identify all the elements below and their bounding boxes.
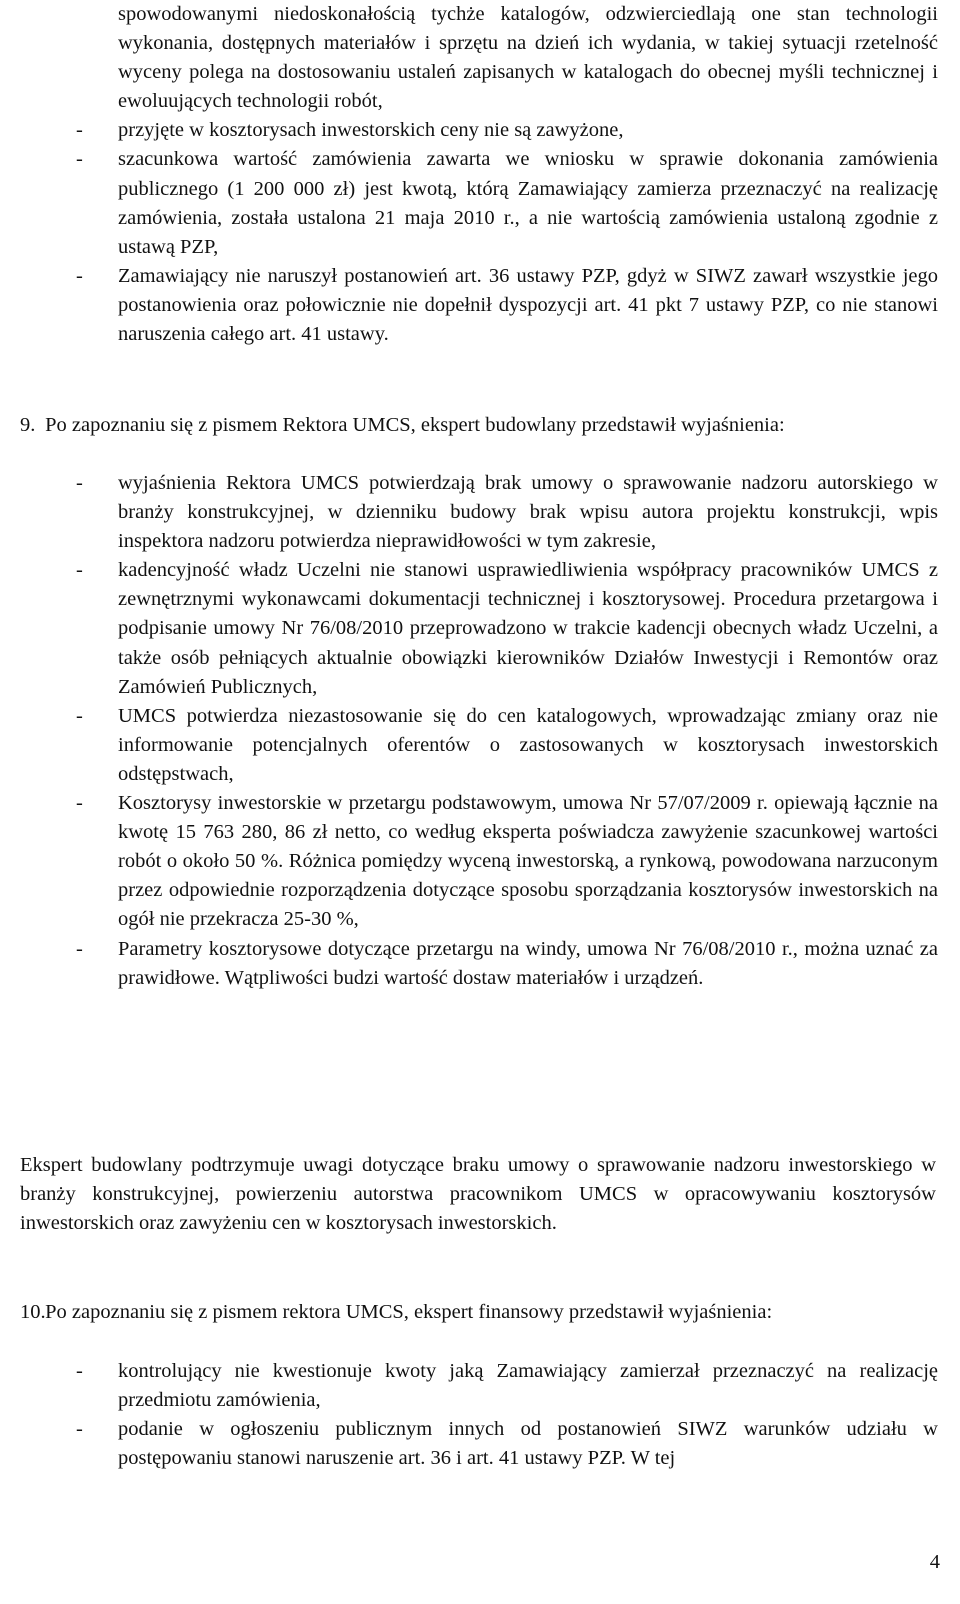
list-item [0, 556, 960, 701]
list-dash: - [76, 704, 83, 727]
section-number: 9. [20, 414, 36, 436]
list-dash: - [76, 264, 83, 287]
list-item [0, 1415, 960, 1473]
section-10-heading [20, 1298, 936, 1327]
list-item [0, 702, 960, 789]
list-dash: - [76, 937, 83, 960]
expert-paragraph: Ekspert budowlany podtrzymuje uwagi dotyczące braku umowy o sprawowanie nadzoru inwestorskiego w branży konstrukcyjnej, powierzeniu autorstwa pracownikom UMCS w opracowywaniu kosztorysów inwestorskich oraz zawyżeniu cen w kosztorysach inwestorskich. [20, 1154, 936, 1235]
list-dash: - [76, 1418, 83, 1441]
section-10-list [0, 1357, 960, 1473]
list-item-text: kadencyjność władz Uczelni nie stanowi usprawiedliwienia współpracy pracowników UMCS z zewnętrznymi wykonawcami dokumentacji technicznej i kosztorysowej. Procedura przetargowa i podpisanie umowy Nr 76/08/2010 przeprowadzono w trakcie kadencji obecnych władz Uczelni, a także osób pełniących aktualnie obowiązki kierowników Działów Inwestycji i Remontów oraz Zamówień Publicznych, [118, 559, 938, 698]
list-item [0, 789, 960, 934]
list-item [0, 116, 960, 145]
list-item-text: podanie w ogłoszeniu publicznym innych od postanowień SIWZ warunków udziału w postępowaniu stanowi naruszenie art. 36 i art. 41 ustawy PZP. W tej [118, 1418, 938, 1470]
section-intro: Po zapoznaniu się z pismem rektora UMCS, ekspert finansowy przedstawił wyjaśnienia: [45, 1301, 773, 1323]
section-number: 10. [20, 1301, 46, 1323]
list-item [0, 0, 960, 116]
list-item [0, 145, 960, 261]
list-dash: - [76, 148, 83, 171]
list-item [0, 1357, 960, 1415]
list-dash: - [76, 119, 83, 142]
list-item-text: spowodowanymi niedoskonałością tychże katalogów, odzwierciedlają one stan technologii wykonania, dostępnych materiałów i sprzętu na dzień ich wydania, w takiej sytuacji rzetelność wyceny polega na dostosowaniu ustaleń zapisanych w katalogach do obecnej myśli technicznej i ewoluujących technologii robót, [118, 3, 938, 113]
list-item-text: UMCS potwierdza niezastosowanie się do cen katalogowych, wprowadzając zmiany oraz nie informowanie potencjalnych oferentów o zastosowanych w kosztorysach inwestorskich odstępstwach, [118, 704, 938, 785]
list-item [0, 262, 960, 349]
list-item-text: szacunkowa wartość zamówienia zawarta we wniosku w sprawie dokonania zamówienia publicznego (1 200 000 zł) jest kwotą, którą Zamawiający zamierza przeznaczyć na realizację zamówienia, została ustalona 21 maja 2010 r., a nie wartością zamówienia ustaloną zgodnie z ustawą PZP, [118, 148, 938, 258]
list-item-text: Parametry kosztorysowe dotyczące przetargu na windy, umowa Nr 76/08/2010 r., można uznać za prawidłowe. Wątpliwości budzi wartość dostaw materiałów i urządzeń. [118, 937, 938, 989]
list-item-text: przyjęte w kosztorysach inwestorskich ceny nie są zawyżone, [118, 119, 624, 142]
list-dash: - [76, 559, 83, 582]
section-9-list [0, 469, 960, 993]
list-dash: - [76, 792, 83, 815]
section-intro: Po zapoznaniu się z pismem Rektora UMCS, ekspert budowlany przedstawił wyjaśnienia: [45, 414, 785, 436]
list-item [0, 469, 960, 556]
list-item [0, 935, 960, 993]
section-9-heading [20, 411, 936, 440]
page-number: 4 [929, 1551, 940, 1573]
list-item-text: wyjaśnienia Rektora UMCS potwierdzają brak umowy o sprawowanie nadzoru autorskiego w branży konstrukcyjnej, w dzienniku budowy brak wpisu autora projektu konstrukcji, wpis inspektora nadzoru potwierdza nieprawidłowości w tym zakresie, [118, 472, 938, 553]
list-item-text: Zamawiający nie naruszył postanowień art. 36 ustawy PZP, gdyż w SIWZ zawarł wszystkie jego postanowienia oraz połowicznie nie dopełnił dyspozycji art. 41 pkt 7 ustawy PZP, co nie stanowi naruszenia całego art. 41 ustawy. [118, 264, 938, 346]
list-dash: - [76, 1360, 83, 1382]
list-dash: - [76, 472, 83, 494]
list-item-text: kontrolujący nie kwestionuje kwoty jaką Zamawiający zamierzał przeznaczyć na realizację przedmiotu zamówienia, [118, 1360, 938, 1412]
top-list [0, 0, 960, 349]
list-item-text: Kosztorysy inwestorskie w przetargu podstawowym, umowa Nr 57/07/2009 r. opiewają łącznie na kwotę 15 763 280, 86 zł netto, co według eksperta poświadcza zawyżenie szacunkowej wartości robót o około 50 %. Różnica pomiędzy wyceną inwestorską, a rynkową, powodowana narzuconym przez odpowiednie rozporządzenia dotyczące sposobu sporządzania kosztorysów inwestorskich na ogół nie przekracza 25-30 %, [118, 792, 938, 931]
